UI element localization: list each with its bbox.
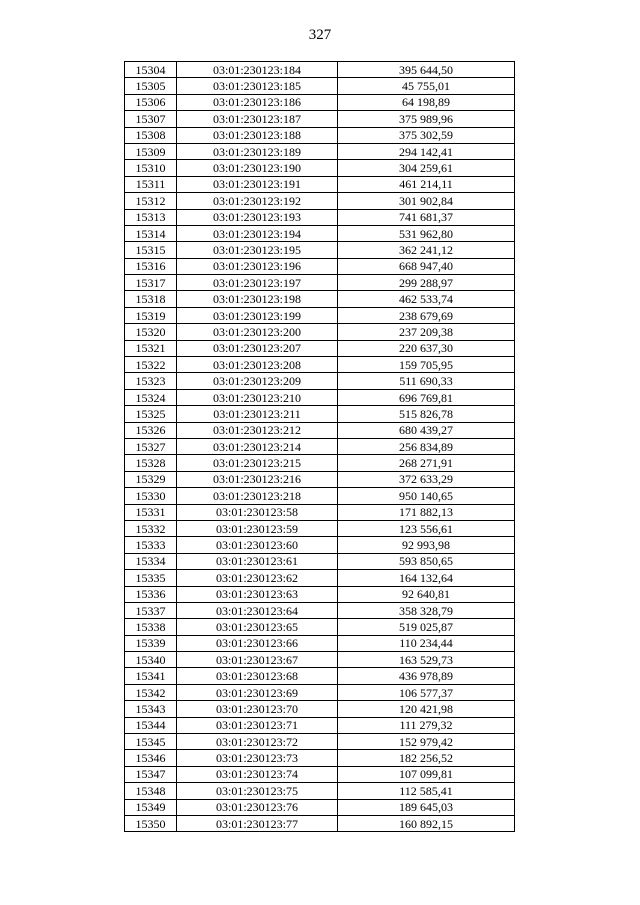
table-row [125, 176, 515, 192]
row-number-cell: 15342 [125, 684, 177, 700]
table-row [125, 766, 515, 782]
row-number-cell: 15338 [125, 619, 177, 635]
row-number-cell: 15326 [125, 422, 177, 438]
row-number-cell: 15345 [125, 734, 177, 750]
table-row [125, 734, 515, 750]
row-number-cell: 15341 [125, 668, 177, 684]
table-row [125, 668, 515, 684]
table-row [125, 520, 515, 536]
cadastral-number-cell: 03:01:230123:61 [177, 553, 338, 569]
cadastral-number-cell: 03:01:230123:58 [177, 504, 338, 520]
cadastral-value-cell: 120 421,98 [338, 701, 515, 717]
cadastral-number-cell: 03:01:230123:194 [177, 225, 338, 241]
cadastral-value-cell: 950 140,65 [338, 488, 515, 504]
cadastral-value-cell: 299 288,97 [338, 275, 515, 291]
cadastral-value-cell: 45 755,01 [338, 78, 515, 94]
cadastral-value-cell: 160 892,15 [338, 815, 515, 831]
cadastral-value-cell: 64 198,89 [338, 94, 515, 110]
cadastral-number-cell: 03:01:230123:60 [177, 537, 338, 553]
table-row [125, 701, 515, 717]
row-number-cell: 15304 [125, 62, 177, 78]
cadastral-number-cell: 03:01:230123:77 [177, 815, 338, 831]
cadastral-value-cell: 237 209,38 [338, 324, 515, 340]
cadastral-number-cell: 03:01:230123:75 [177, 783, 338, 799]
table-row [125, 275, 515, 291]
table-row [125, 438, 515, 454]
cadastral-number-cell: 03:01:230123:186 [177, 94, 338, 110]
table-row [125, 389, 515, 405]
table-row [125, 750, 515, 766]
table-row [125, 62, 515, 78]
cadastral-value-table [124, 61, 515, 832]
cadastral-number-cell: 03:01:230123:191 [177, 176, 338, 192]
table-row [125, 291, 515, 307]
cadastral-value-cell: 375 302,59 [338, 127, 515, 143]
table-body [125, 62, 515, 832]
cadastral-value-cell: 112 585,41 [338, 783, 515, 799]
cadastral-value-cell: 304 259,61 [338, 160, 515, 176]
table-row [125, 193, 515, 209]
table-row [125, 373, 515, 389]
cadastral-number-cell: 03:01:230123:62 [177, 570, 338, 586]
table-row [125, 635, 515, 651]
cadastral-value-cell: 461 214,11 [338, 176, 515, 192]
table-row [125, 537, 515, 553]
cadastral-number-cell: 03:01:230123:192 [177, 193, 338, 209]
table-row [125, 553, 515, 569]
table-row [125, 799, 515, 815]
cadastral-value-cell: 462 533,74 [338, 291, 515, 307]
cadastral-value-cell: 358 328,79 [338, 602, 515, 618]
cadastral-number-cell: 03:01:230123:185 [177, 78, 338, 94]
cadastral-value-cell: 294 142,41 [338, 143, 515, 159]
cadastral-number-cell: 03:01:230123:214 [177, 438, 338, 454]
row-number-cell: 15320 [125, 324, 177, 340]
cadastral-number-cell: 03:01:230123:59 [177, 520, 338, 536]
row-number-cell: 15318 [125, 291, 177, 307]
cadastral-value-cell: 123 556,61 [338, 520, 515, 536]
row-number-cell: 15314 [125, 225, 177, 241]
cadastral-number-cell: 03:01:230123:66 [177, 635, 338, 651]
row-number-cell: 15333 [125, 537, 177, 553]
cadastral-number-cell: 03:01:230123:188 [177, 127, 338, 143]
table-row [125, 815, 515, 831]
cadastral-number-cell: 03:01:230123:195 [177, 242, 338, 258]
cadastral-value-cell: 152 979,42 [338, 734, 515, 750]
row-number-cell: 15308 [125, 127, 177, 143]
row-number-cell: 15335 [125, 570, 177, 586]
row-number-cell: 15306 [125, 94, 177, 110]
row-number-cell: 15331 [125, 504, 177, 520]
cadastral-value-cell: 92 640,81 [338, 586, 515, 602]
row-number-cell: 15313 [125, 209, 177, 225]
cadastral-number-cell: 03:01:230123:69 [177, 684, 338, 700]
cadastral-value-cell: 301 902,84 [338, 193, 515, 209]
table-row [125, 586, 515, 602]
table-row [125, 324, 515, 340]
cadastral-value-cell: 238 679,69 [338, 307, 515, 323]
table-row [125, 127, 515, 143]
cadastral-value-cell: 189 645,03 [338, 799, 515, 815]
row-number-cell: 15339 [125, 635, 177, 651]
table-row [125, 242, 515, 258]
cadastral-number-cell: 03:01:230123:65 [177, 619, 338, 635]
table-row [125, 471, 515, 487]
cadastral-number-cell: 03:01:230123:198 [177, 291, 338, 307]
row-number-cell: 15330 [125, 488, 177, 504]
cadastral-value-cell: 593 850,65 [338, 553, 515, 569]
cadastral-value-cell: 375 989,96 [338, 111, 515, 127]
cadastral-value-cell: 171 882,13 [338, 504, 515, 520]
cadastral-number-cell: 03:01:230123:187 [177, 111, 338, 127]
cadastral-value-cell: 256 834,89 [338, 438, 515, 454]
cadastral-value-cell: 110 234,44 [338, 635, 515, 651]
cadastral-number-cell: 03:01:230123:184 [177, 62, 338, 78]
cadastral-value-cell: 92 993,98 [338, 537, 515, 553]
row-number-cell: 15309 [125, 143, 177, 159]
cadastral-value-cell: 362 241,12 [338, 242, 515, 258]
row-number-cell: 15349 [125, 799, 177, 815]
row-number-cell: 15327 [125, 438, 177, 454]
cadastral-value-cell: 106 577,37 [338, 684, 515, 700]
table-row [125, 684, 515, 700]
cadastral-value-cell: 164 132,64 [338, 570, 515, 586]
cadastral-value-cell: 107 099,81 [338, 766, 515, 782]
table-row [125, 160, 515, 176]
row-number-cell: 15337 [125, 602, 177, 618]
cadastral-number-cell: 03:01:230123:193 [177, 209, 338, 225]
table-row [125, 422, 515, 438]
row-number-cell: 15334 [125, 553, 177, 569]
table-row [125, 225, 515, 241]
cadastral-value-cell: 268 271,91 [338, 455, 515, 471]
page-number: 327 [308, 27, 332, 43]
table-row [125, 504, 515, 520]
table-row [125, 94, 515, 110]
row-number-cell: 15348 [125, 783, 177, 799]
table-row [125, 357, 515, 373]
row-number-cell: 15340 [125, 652, 177, 668]
cadastral-number-cell: 03:01:230123:209 [177, 373, 338, 389]
row-number-cell: 15307 [125, 111, 177, 127]
table-row [125, 619, 515, 635]
cadastral-number-cell: 03:01:230123:189 [177, 143, 338, 159]
row-number-cell: 15343 [125, 701, 177, 717]
row-number-cell: 15311 [125, 176, 177, 192]
cadastral-value-cell: 515 826,78 [338, 406, 515, 422]
cadastral-number-cell: 03:01:230123:190 [177, 160, 338, 176]
table-row [125, 340, 515, 356]
cadastral-number-cell: 03:01:230123:212 [177, 422, 338, 438]
cadastral-value-cell: 111 279,32 [338, 717, 515, 733]
cadastral-number-cell: 03:01:230123:216 [177, 471, 338, 487]
cadastral-number-cell: 03:01:230123:208 [177, 357, 338, 373]
row-number-cell: 15317 [125, 275, 177, 291]
cadastral-number-cell: 03:01:230123:210 [177, 389, 338, 405]
table-row [125, 570, 515, 586]
cadastral-value-cell: 511 690,33 [338, 373, 515, 389]
cadastral-number-cell: 03:01:230123:76 [177, 799, 338, 815]
table-row [125, 406, 515, 422]
cadastral-value-cell: 519 025,87 [338, 619, 515, 635]
cadastral-number-cell: 03:01:230123:74 [177, 766, 338, 782]
cadastral-number-cell: 03:01:230123:63 [177, 586, 338, 602]
cadastral-value-cell: 395 644,50 [338, 62, 515, 78]
cadastral-value-cell: 680 439,27 [338, 422, 515, 438]
row-number-cell: 15329 [125, 471, 177, 487]
row-number-cell: 15336 [125, 586, 177, 602]
cadastral-number-cell: 03:01:230123:196 [177, 258, 338, 274]
table-row [125, 783, 515, 799]
row-number-cell: 15315 [125, 242, 177, 258]
table-row [125, 602, 515, 618]
cadastral-value-cell: 163 529,73 [338, 652, 515, 668]
table-row [125, 143, 515, 159]
row-number-cell: 15316 [125, 258, 177, 274]
row-number-cell: 15321 [125, 340, 177, 356]
cadastral-value-cell: 159 705,95 [338, 357, 515, 373]
table-row [125, 455, 515, 471]
table-row [125, 258, 515, 274]
row-number-cell: 15322 [125, 357, 177, 373]
cadastral-number-cell: 03:01:230123:70 [177, 701, 338, 717]
cadastral-number-cell: 03:01:230123:67 [177, 652, 338, 668]
table-row [125, 111, 515, 127]
cadastral-number-cell: 03:01:230123:71 [177, 717, 338, 733]
row-number-cell: 15332 [125, 520, 177, 536]
cadastral-value-cell: 220 637,30 [338, 340, 515, 356]
row-number-cell: 15350 [125, 815, 177, 831]
cadastral-number-cell: 03:01:230123:199 [177, 307, 338, 323]
cadastral-value-cell: 668 947,40 [338, 258, 515, 274]
table-row [125, 652, 515, 668]
cadastral-value-cell: 741 681,37 [338, 209, 515, 225]
row-number-cell: 15310 [125, 160, 177, 176]
table-row [125, 307, 515, 323]
cadastral-number-cell: 03:01:230123:200 [177, 324, 338, 340]
row-number-cell: 15346 [125, 750, 177, 766]
row-number-cell: 15328 [125, 455, 177, 471]
table-row [125, 78, 515, 94]
cadastral-value-cell: 436 978,89 [338, 668, 515, 684]
row-number-cell: 15324 [125, 389, 177, 405]
row-number-cell: 15347 [125, 766, 177, 782]
table-row [125, 488, 515, 504]
cadastral-value-cell: 531 962,80 [338, 225, 515, 241]
cadastral-number-cell: 03:01:230123:72 [177, 734, 338, 750]
cadastral-number-cell: 03:01:230123:211 [177, 406, 338, 422]
cadastral-number-cell: 03:01:230123:207 [177, 340, 338, 356]
cadastral-number-cell: 03:01:230123:215 [177, 455, 338, 471]
cadastral-number-cell: 03:01:230123:197 [177, 275, 338, 291]
table-row [125, 209, 515, 225]
row-number-cell: 15325 [125, 406, 177, 422]
row-number-cell: 15312 [125, 193, 177, 209]
cadastral-value-cell: 372 633,29 [338, 471, 515, 487]
row-number-cell: 15323 [125, 373, 177, 389]
row-number-cell: 15305 [125, 78, 177, 94]
row-number-cell: 15344 [125, 717, 177, 733]
cadastral-number-cell: 03:01:230123:64 [177, 602, 338, 618]
cadastral-value-cell: 696 769,81 [338, 389, 515, 405]
row-number-cell: 15319 [125, 307, 177, 323]
cadastral-value-cell: 182 256,52 [338, 750, 515, 766]
cadastral-number-cell: 03:01:230123:68 [177, 668, 338, 684]
table-row [125, 717, 515, 733]
cadastral-number-cell: 03:01:230123:73 [177, 750, 338, 766]
cadastral-number-cell: 03:01:230123:218 [177, 488, 338, 504]
